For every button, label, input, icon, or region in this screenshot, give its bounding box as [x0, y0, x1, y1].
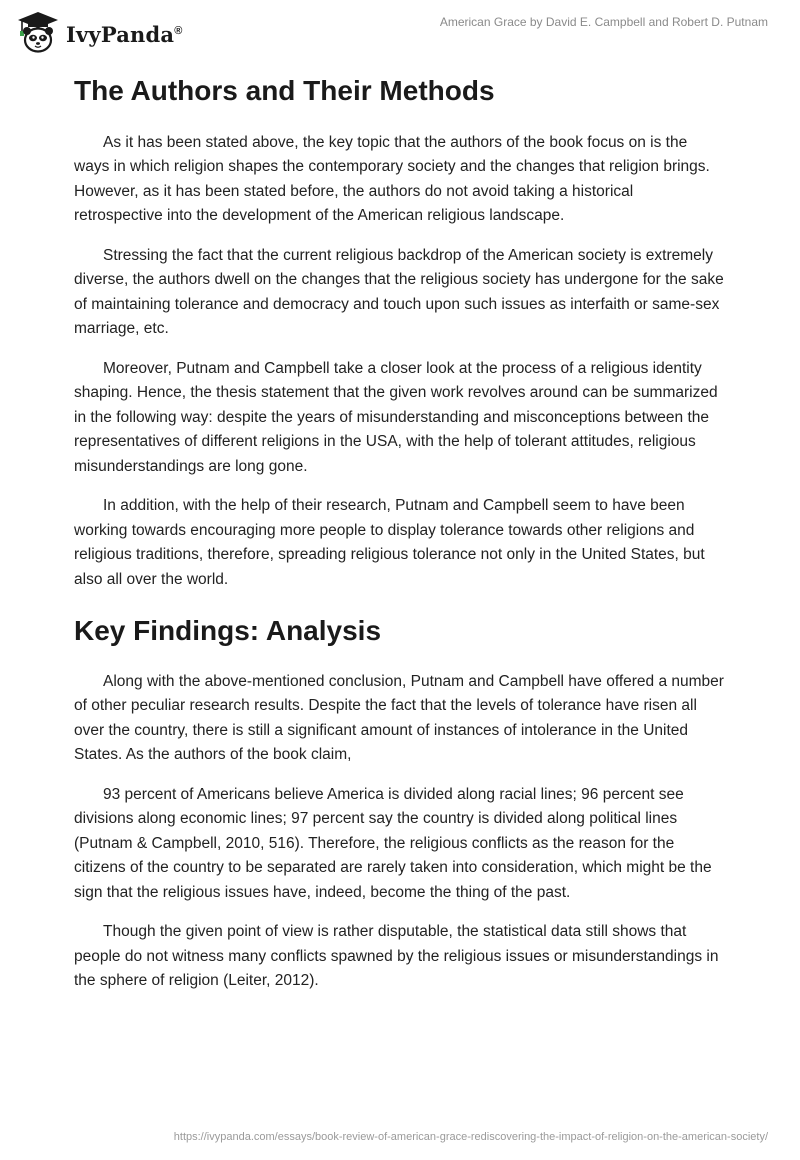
ivypanda-logo[interactable] [14, 10, 183, 54]
page-header [0, 0, 800, 60]
document-title: American Grace by David E. Campbell and Robert D. Putnam [439, 15, 768, 29]
paragraph: Moreover, Putnam and Campbell take a closer look at the process of a religious identity shaping. Hence, the thesis statement that the given work revolves around can be summarized in the following way: despite the years of misunderstanding and misconceptions between the representatives of different religions in the USA, with the help of tolerant attitudes, religious misunderstandings are long gone. [74, 359, 718, 475]
registered-mark: ® [174, 24, 183, 37]
paragraph: Though the given point of view is rather disputable, the statistical data still shows that people do not witness many conflicts spawned by the religious issues or misunderstandings in the sphere of religion (Leiter, 2012). [74, 923, 719, 990]
paragraph: As it has been stated above, the key topic that the authors of the book focus on is the ways in which religion shapes the contemporary society and the changes that religion brings. However, as it has been stated before, the authors do not avoid taking a historical retrospective into the development of the American religious landscape. [74, 133, 710, 225]
quote-paragraph: 93 percent of Americans believe America is divided along racial lines; 96 percent see divisions along economic lines; 97 percent say the country is divided along political lines (Putnam & Campbell, 2010, 516). Therefore, the religious conflicts as the reason for the citizens of the country to be separated are rarely taken into consideration, which might be the sign that the religious issues have, indeed, become the thing of the past. [74, 785, 712, 901]
paragraph: In addition, with the help of their research, Putnam and Campbell seem to have been working towards encouraging more people to display tolerance towards other religions and religious traditions, therefore, spreading religious tolerance not only in the United States, but also all over the world. [74, 497, 705, 588]
paragraph: Stressing the fact that the current religious backdrop of the American society is extremely diverse, the authors dwell on the changes that the religious society has undergone for the sake of maintaining tolerance and democracy and touch upon such issues as interfaith or same-sex marriage, etc. [74, 246, 724, 338]
paragraph: Along with the above-mentioned conclusion, Putnam and Campbell have offered a number of other peculiar research results. Despite the fact that the levels of tolerance have risen all over the country, there is still a significant amount of instances of intolerance in the United States. As the authors of the book claim, [74, 672, 724, 764]
article-body [74, 70, 724, 1009]
section-heading: Key Findings: Analysis [74, 615, 382, 647]
panda-graduate-icon [14, 10, 62, 54]
logo-text: IvyPanda® [66, 21, 183, 47]
source-url[interactable]: https://ivypanda.com/essays/book-review-of-american-grace-rediscovering-the-impact-of-religion-on-the-american-society/ [173, 1131, 768, 1143]
section-heading: The Authors and Their Methods [74, 75, 495, 106]
